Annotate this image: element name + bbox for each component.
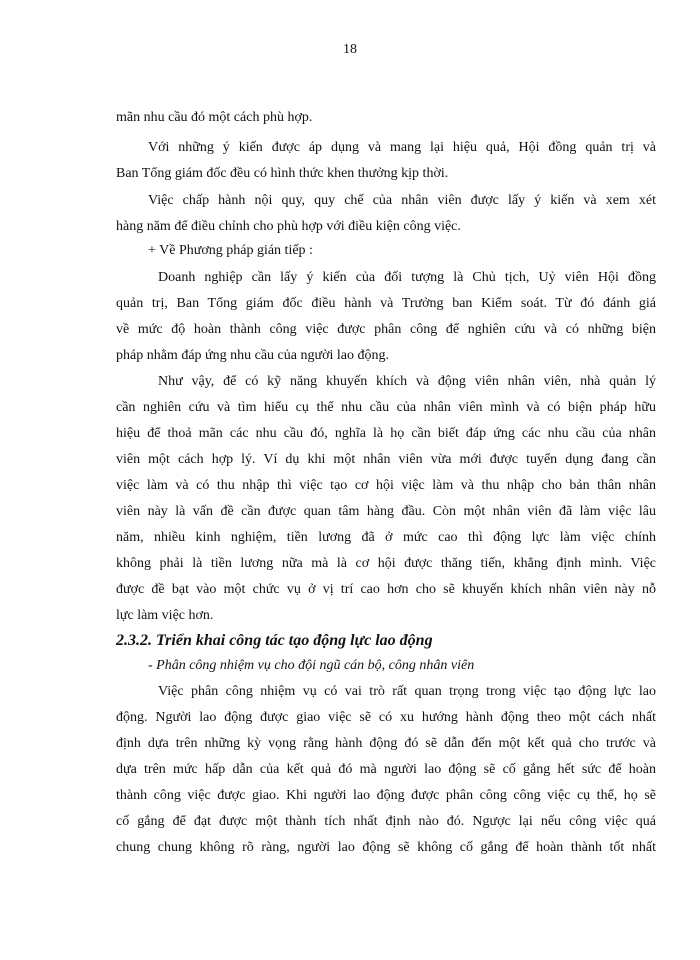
text-line: + Về Phương pháp gián tiếp : <box>148 243 313 258</box>
subheading: - Phân công nhiệm vụ cho đội ngũ cán bộ, công nhân viên <box>148 658 475 673</box>
text-line: Với những ý kiến được áp dụng và mang lại hiệu quả, Hội đồng quản trị và <box>148 140 656 155</box>
page-number: 18 <box>343 42 357 57</box>
text-line: lực làm việc hơn. <box>116 608 214 623</box>
section-heading: 2.3.2. Triển khai công tác tạo động lực lao động <box>116 632 433 649</box>
text-line: dựa trên mức hấp dẫn của kết quả đó mà người lao động sẽ cố gắng hết sức để hoàn <box>116 762 656 777</box>
text-line: viên này là vấn đề cần được quan tâm hàng đầu. Còn một nhân viên đã làm việc lâu <box>116 504 656 519</box>
text-line: việc làm và có thu nhập thì việc tạo cơ hội việc làm và thu nhập cho bản thân nhân <box>116 478 656 493</box>
text-line: động. Người lao động được giao việc sẽ có xu hướng hành động theo một cách nhất <box>116 710 656 725</box>
text-line: không phải là tiền lương nữa mà là cơ hội được thăng tiến, khẳng định mình. Việc <box>116 556 656 571</box>
text-line: được đề bạt vào một chức vụ ở vị trí cao hơn cho sẽ khuyến khích nhân viên này nỗ <box>116 582 656 597</box>
text-line: cố gắng để đạt được một thành tích nhất định nào đó. Ngược lại nếu công việc quá <box>116 814 656 829</box>
text-line: chung chung không rõ ràng, người lao động sẽ không cố gắng để hoàn thành tốt nhất <box>116 840 656 855</box>
text-line: Doanh nghiệp cần lấy ý kiến của đối tượng là Chủ tịch, Uỷ viên Hội đồng <box>158 270 656 285</box>
text-line: định dựa trên những kỳ vọng rằng hành động đó sẽ dẫn đến một kết quả cho trước và <box>116 736 656 751</box>
text-line: pháp nhằm đáp ứng nhu cầu của người lao động. <box>116 348 389 363</box>
text-line: thành công việc được giao. Khi người lao động được phân công công việc cụ thể, họ sẽ <box>116 788 656 803</box>
text-line: cần nghiên cứu và tìm hiểu cụ thể nhu cầu của nhân viên mình và có biện pháp hữu <box>116 400 656 415</box>
text-line: hiệu để thoả mãn các nhu cầu đó, nghĩa là họ cần biết đáp ứng các nhu cầu của nhân <box>116 426 656 441</box>
text-line: Việc chấp hành nội quy, quy chế của nhân viên được lấy ý kiến và xem xét <box>148 193 656 208</box>
text-line: năm, nhiều kinh nghiệm, tiền lương đã ở mức cao thì động lực làm việc chính <box>116 530 656 545</box>
text-line: về mức độ hoàn thành công việc được phân công để nghiên cứu và có những biện <box>116 322 656 337</box>
text-line: Ban Tổng giám đốc đều có hình thức khen thưởng kịp thời. <box>116 166 449 181</box>
text-line: Việc phân công nhiệm vụ có vai trò rất quan trọng trong việc tạo động lực lao <box>158 684 656 699</box>
text-line: hàng năm để điều chỉnh cho phù hợp với điều kiện công việc. <box>116 219 461 234</box>
text-line: quản trị, Ban Tổng giám đốc điều hành và Trưởng ban Kiểm soát. Từ đó đánh giá <box>116 296 656 311</box>
text-line: Như vậy, để có kỹ năng khuyến khích và động viên nhân viên, nhà quản lý <box>158 374 656 389</box>
text-line: viên một cách hợp lý. Ví dụ khi một nhân viên vừa mới được tuyển dụng đang cần <box>116 452 656 467</box>
text-line: mãn nhu cầu đó một cách phù hợp. <box>116 110 313 125</box>
